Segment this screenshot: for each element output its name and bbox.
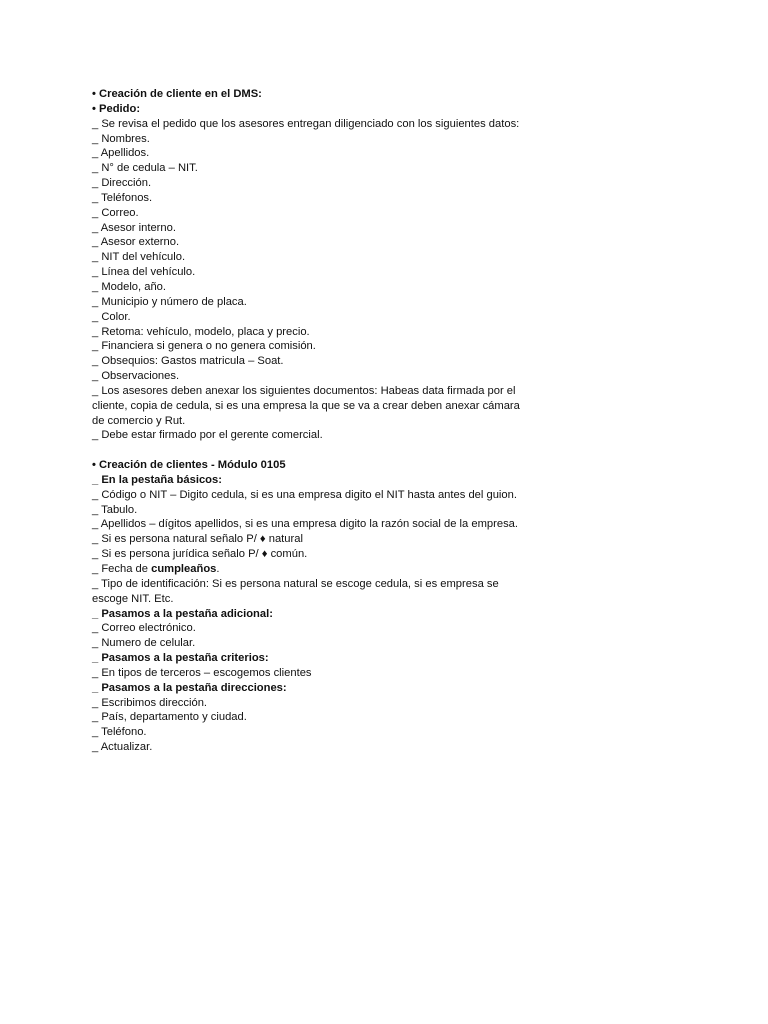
direccion-instruction: _ Escribimos dirección. (92, 696, 208, 709)
tab-direcciones-heading: _ Pasamos a la pestaña direcciones: (92, 681, 287, 694)
fecha-suffix: . (216, 563, 220, 575)
fecha-prefix: _ Fecha de (92, 563, 152, 575)
telefono-instruction: _ Teléfono. (92, 726, 147, 739)
list-item: _ Municipio y número de placa. (92, 295, 247, 308)
list-item: _ Retoma: vehículo, modelo, placa y precio. (92, 325, 310, 338)
pedido-intro: _ Se revisa el pedido que los asesores entregan diligenciado con los siguientes datos: (92, 117, 520, 130)
natural-instruction: _ Si es persona natural señalo P/ ♦ natural (92, 533, 303, 546)
list-item: _ Dirección. (92, 177, 152, 190)
tab-criterios-heading: _ Pasamos a la pestaña criterios: (92, 652, 269, 665)
pedido-items-list (92, 132, 532, 384)
documents-note: _ Los asesores deben anexar los siguientes documentos: Habeas data firmada por el cliente, copia de cedula, si es una empresa la que se va a crear deben anexar cámara de comercio y Rut. (92, 384, 520, 427)
section-title-dms: • Creación de cliente en el DMS: (92, 88, 262, 100)
actualizar-instruction: _ Actualizar. (92, 741, 153, 754)
correo-instruction: _ Correo electrónico. (92, 622, 196, 635)
subtitle-pedido: • Pedido: (92, 102, 141, 115)
list-item: _ Obsequios: Gastos matricula – Soat. (92, 355, 284, 368)
fecha-bold: cumpleaños (151, 563, 217, 575)
list-item: _ Asesor interno. (92, 221, 176, 234)
tab-adicional-heading: _ Pasamos a la pestaña adicional: (92, 607, 273, 620)
pais-instruction: _ País, departamento y ciudad. (92, 711, 247, 724)
list-item: _ Línea del vehículo. (92, 266, 196, 279)
celular-instruction: _ Numero de celular. (92, 637, 196, 650)
list-item: _ Nombres. (92, 132, 150, 145)
list-item: _ Asesor externo. (92, 236, 180, 249)
list-item: _ Modelo, año. (92, 280, 167, 293)
list-item: _ NIT del vehículo. (92, 251, 186, 264)
tabulo-instruction: _ Tabulo. (92, 503, 138, 516)
tab-basicos-heading: _ En la pestaña básicos: (92, 473, 222, 486)
section-spacer (92, 443, 532, 458)
document-page (92, 87, 532, 755)
list-item: _ Color. (92, 310, 131, 323)
tipo-id-instruction: _ Tipo de identificación: Si es persona natural se escoge cedula, si es empresa se escoge NIT. Etc. (92, 577, 499, 605)
list-item: _ Observaciones. (92, 370, 180, 383)
list-item: _ Teléfonos. (92, 191, 153, 204)
list-item: _ Correo. (92, 206, 139, 219)
codigo-instruction: _ Código o NIT – Digito cedula, si es una empresa digito el NIT hasta antes del guion. (92, 488, 517, 501)
apellidos-instruction: _ Apellidos – dígitos apellidos, si es una empresa digito la razón social de la empresa. (92, 518, 518, 531)
list-item: _ N° de cedula – NIT. (92, 162, 198, 175)
fecha-instruction (92, 562, 532, 577)
section-title-modulo: • Creación de clientes - Módulo 0105 (92, 459, 286, 472)
signed-note: _ Debe estar firmado por el gerente comercial. (92, 429, 323, 442)
terceros-instruction: _ En tipos de terceros – escogemos clientes (92, 666, 312, 679)
list-item: _ Financiera si genera o no genera comisión. (92, 340, 316, 353)
juridica-instruction: _ Si es persona jurídica señalo P/ ♦ común. (92, 548, 308, 561)
list-item: _ Apellidos. (92, 147, 150, 160)
